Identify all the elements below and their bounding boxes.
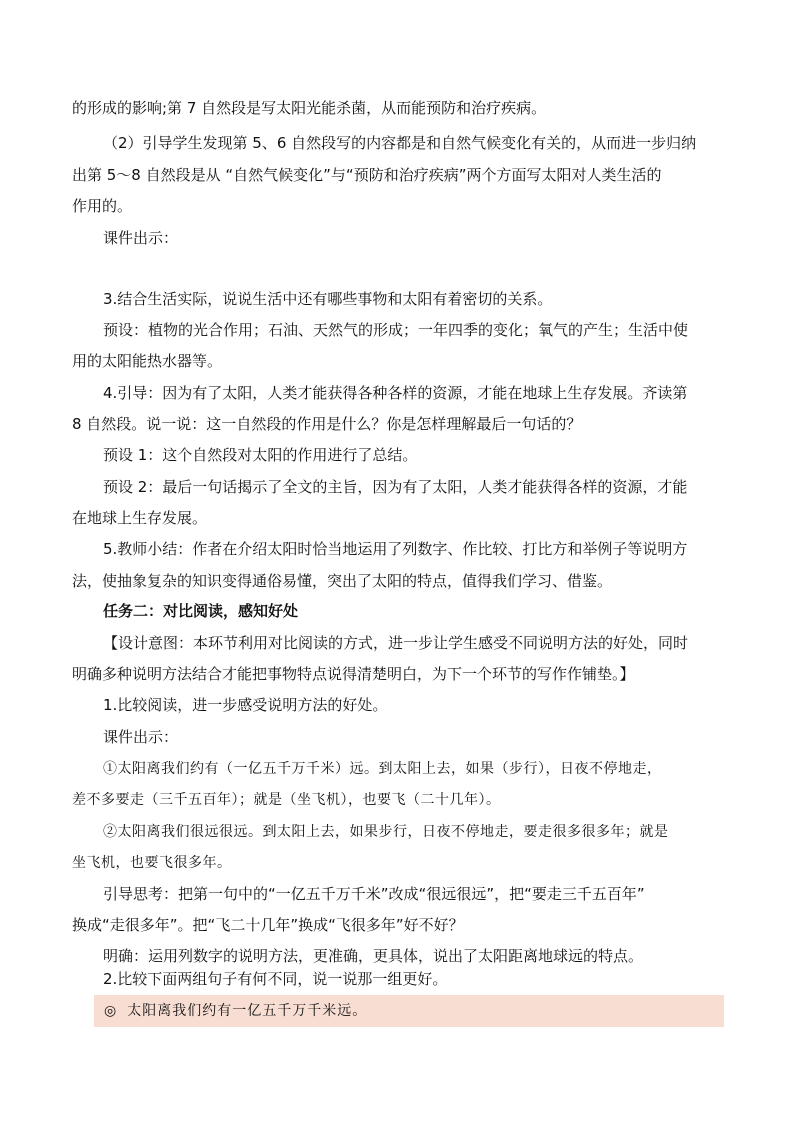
paragraph-line: 课件出示：	[103, 728, 179, 746]
design-intent-note: 【设计意图：本环节利用对比阅读的方式，进一步让学生感受不同说明方法的好处，同时	[103, 634, 689, 652]
section-heading: 任务二：对比阅读，感知好处	[103, 602, 299, 620]
paragraph-line: 的形成的影响;第 7 自然段是写太阳光能杀菌，从而能预防和治疗疾病。	[72, 99, 547, 117]
paragraph-line: 预设 2：最后一句话揭示了全文的主旨，因为有了太阳，人类才能获得各样的资源，才能	[103, 478, 688, 496]
paragraph-line: 5.教师小结：作者在介绍太阳时恰当地运用了列数字、作比较、打比方和举例子等说明方	[103, 540, 688, 558]
design-intent-note: 明确多种说明方法结合才能把事物特点说得清楚明白，为下一个环节的写作作铺垫。】	[72, 665, 635, 683]
paragraph-line: 法，使抽象复杂的知识变得通俗易懂，突出了太阳的特点，值得我们学习、借鉴。	[72, 572, 613, 590]
paragraph-line: 用的太阳能热水器等。	[72, 352, 223, 370]
paragraph-line: 引导思考：把第一句中的“一亿五千万千米”改成“很远很远”，把“要走三千五百年”	[103, 885, 645, 903]
paragraph-line: 明确：运用列数字的说明方法，更准确，更具体，说出了太阳距离地球远的特点。	[103, 947, 644, 965]
paragraph-line: 8 自然段。说一说：这一自然段的作用是什么？你是怎样理解最后一句话的？	[72, 415, 582, 433]
highlight-sentence	[104, 1001, 367, 1021]
example-sentence: ②太阳离我们很远很远。到太阳上去，如果步行，日夜不停地走，要走很多很多年；就是	[103, 824, 669, 840]
highlight-text: 太阳离我们约有一亿五千万千米远。	[127, 1003, 368, 1019]
paragraph-line: 出第 5～8 自然段是从 “自然气候变化”与“预防和治疗疾病”两个方面写太阳对人类生活的	[72, 166, 662, 184]
example-sentence: 差不多要走（三千五百年）；就是（坐飞机），也要飞（二十几年）。	[72, 792, 501, 808]
paragraph-line: 在地球上生存发展。	[72, 509, 208, 527]
paragraph-line: 换成“走很多年”。把“飞二十几年”换成“飞很多年”好不好？	[72, 916, 464, 934]
paragraph-line: 作用的。	[72, 197, 133, 215]
paragraph-line: （2）引导学生发现第 5、6 自然段写的内容都是和自然气候变化有关的，从而进一步归纳	[103, 134, 697, 152]
example-sentence: 坐飞机，也要飞很多年。	[72, 855, 232, 871]
paragraph-line: 1.比较阅读，进一步感受说明方法的好处。	[103, 696, 388, 714]
paragraph-line: 预设 1：这个自然段对太阳的作用进行了总结。	[103, 446, 418, 464]
example-sentence: ①太阳离我们约有（一亿五千万千米）远。到太阳上去，如果（步行），日夜不停地走，	[103, 761, 662, 777]
bullet-marker-icon: ◎	[104, 1003, 118, 1019]
paragraph-line: 4.引导：因为有了太阳，人类才能获得各种各样的资源，才能在地球上生存发展。齐读第	[103, 384, 688, 402]
paragraph-line: 3.结合生活实际，说说生活中还有哪些事物和太阳有着密切的关系。	[103, 290, 553, 308]
paragraph-line: 课件出示：	[103, 229, 179, 247]
paragraph-line: 2.比较下面两组句子有何不同，说一说那一组更好。	[103, 970, 448, 988]
paragraph-line: 预设：植物的光合作用；石油、天然气的形成；一年四季的变化；氧气的产生；生活中使	[103, 321, 689, 339]
